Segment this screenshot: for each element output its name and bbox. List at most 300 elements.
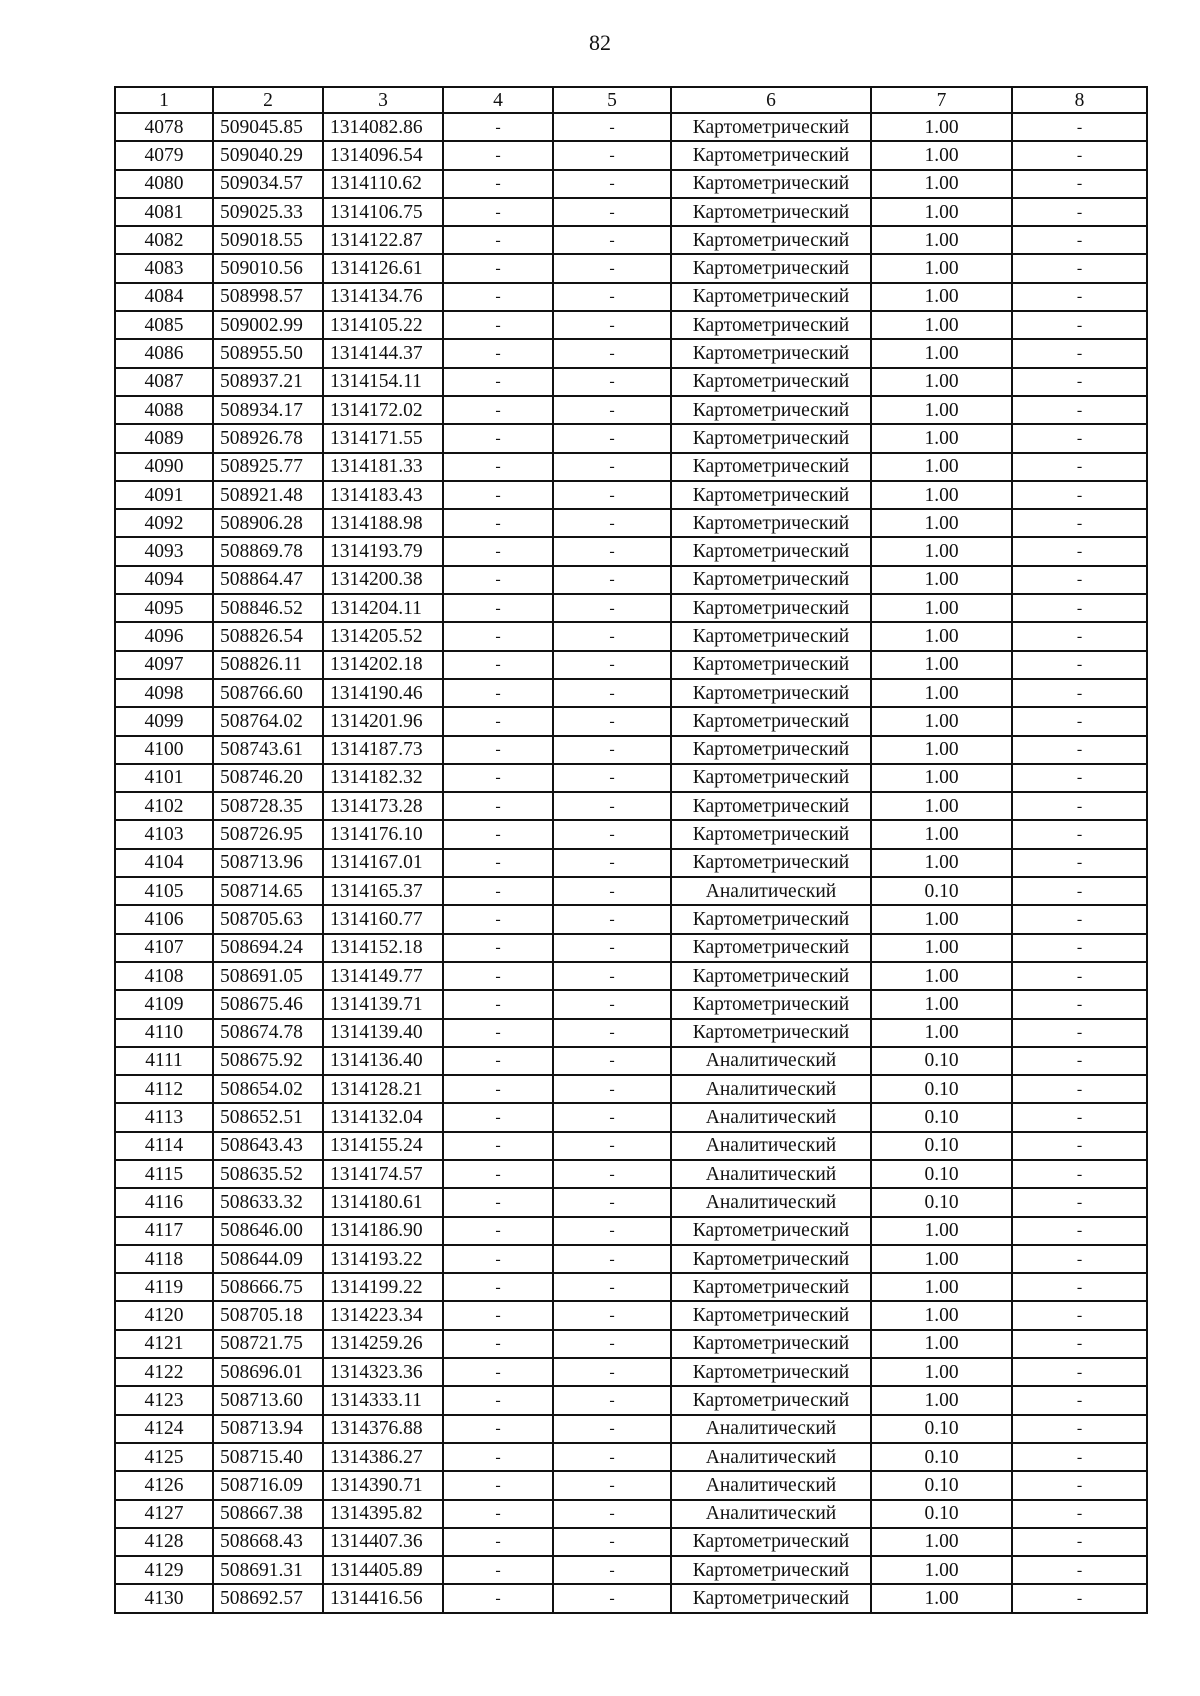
column-5-cell: - — [553, 509, 671, 537]
table-row — [115, 736, 1147, 764]
x-coordinate-cell: 508846.52 — [213, 594, 323, 622]
x-coordinate-cell: 508635.52 — [213, 1160, 323, 1188]
x-coordinate-cell: 508666.75 — [213, 1273, 323, 1301]
method-cell: Картометрический — [671, 594, 871, 622]
point-number-cell: 4097 — [115, 651, 213, 679]
table-row — [115, 311, 1147, 339]
method-cell: Картометрический — [671, 226, 871, 254]
column-header-2: 2 — [213, 87, 323, 113]
y-coordinate-cell: 1314202.18 — [323, 651, 443, 679]
x-coordinate-cell: 509040.29 — [213, 141, 323, 169]
y-coordinate-cell: 1314405.89 — [323, 1556, 443, 1584]
table-row — [115, 226, 1147, 254]
column-8-cell: - — [1012, 1471, 1147, 1499]
y-coordinate-cell: 1314139.40 — [323, 1019, 443, 1047]
point-number-cell: 4087 — [115, 368, 213, 396]
point-number-cell: 4103 — [115, 820, 213, 848]
accuracy-cell: 0.10 — [871, 1500, 1012, 1528]
column-4-cell: - — [443, 1075, 553, 1103]
accuracy-cell: 1.00 — [871, 1584, 1012, 1612]
method-cell: Аналитический — [671, 1443, 871, 1471]
table-row — [115, 1500, 1147, 1528]
accuracy-cell: 0.10 — [871, 1075, 1012, 1103]
column-5-cell: - — [553, 339, 671, 367]
x-coordinate-cell: 508654.02 — [213, 1075, 323, 1103]
column-5-cell: - — [553, 962, 671, 990]
point-number-cell: 4107 — [115, 934, 213, 962]
y-coordinate-cell: 1314223.34 — [323, 1301, 443, 1329]
accuracy-cell: 1.00 — [871, 622, 1012, 650]
column-4-cell: - — [443, 509, 553, 537]
point-number-cell: 4090 — [115, 453, 213, 481]
table-row — [115, 1556, 1147, 1584]
x-coordinate-cell: 508692.57 — [213, 1584, 323, 1612]
x-coordinate-cell: 508705.18 — [213, 1301, 323, 1329]
accuracy-cell: 1.00 — [871, 396, 1012, 424]
method-cell: Аналитический — [671, 1188, 871, 1216]
accuracy-cell: 1.00 — [871, 594, 1012, 622]
column-5-cell: - — [553, 396, 671, 424]
page-number: 82 — [589, 30, 611, 55]
point-number-cell: 4084 — [115, 283, 213, 311]
column-8-cell: - — [1012, 368, 1147, 396]
x-coordinate-cell: 508691.31 — [213, 1556, 323, 1584]
table-row — [115, 481, 1147, 509]
table-row — [115, 1415, 1147, 1443]
column-header-5: 5 — [553, 87, 671, 113]
method-cell: Картометрический — [671, 141, 871, 169]
column-5-cell: - — [553, 651, 671, 679]
accuracy-cell: 1.00 — [871, 679, 1012, 707]
accuracy-cell: 0.10 — [871, 1415, 1012, 1443]
point-number-cell: 4110 — [115, 1019, 213, 1047]
column-8-cell: - — [1012, 622, 1147, 650]
x-coordinate-cell: 508746.20 — [213, 764, 323, 792]
column-8-cell: - — [1012, 113, 1147, 141]
column-5-cell: - — [553, 1415, 671, 1443]
method-cell: Картометрический — [671, 368, 871, 396]
point-number-cell: 4109 — [115, 990, 213, 1018]
method-cell: Аналитический — [671, 877, 871, 905]
column-5-cell: - — [553, 905, 671, 933]
column-5-cell: - — [553, 1103, 671, 1131]
column-4-cell: - — [443, 1528, 553, 1556]
point-number-cell: 4080 — [115, 170, 213, 198]
point-number-cell: 4083 — [115, 254, 213, 282]
column-4-cell: - — [443, 424, 553, 452]
table-row — [115, 396, 1147, 424]
column-4-cell: - — [443, 1047, 553, 1075]
table-row — [115, 622, 1147, 650]
x-coordinate-cell: 508668.43 — [213, 1528, 323, 1556]
column-4-cell: - — [443, 934, 553, 962]
method-cell: Картометрический — [671, 962, 871, 990]
method-cell: Картометрический — [671, 170, 871, 198]
column-5-cell: - — [553, 113, 671, 141]
column-5-cell: - — [553, 1047, 671, 1075]
accuracy-cell: 1.00 — [871, 198, 1012, 226]
table-row — [115, 1188, 1147, 1216]
y-coordinate-cell: 1314390.71 — [323, 1471, 443, 1499]
column-8-cell: - — [1012, 339, 1147, 367]
y-coordinate-cell: 1314193.79 — [323, 537, 443, 565]
x-coordinate-cell: 508721.75 — [213, 1330, 323, 1358]
column-4-cell: - — [443, 1386, 553, 1414]
point-number-cell: 4082 — [115, 226, 213, 254]
table-row — [115, 170, 1147, 198]
column-5-cell: - — [553, 368, 671, 396]
point-number-cell: 4108 — [115, 962, 213, 990]
table-row — [115, 566, 1147, 594]
column-8-cell: - — [1012, 1245, 1147, 1273]
column-5-cell: - — [553, 1386, 671, 1414]
y-coordinate-cell: 1314188.98 — [323, 509, 443, 537]
accuracy-cell: 1.00 — [871, 424, 1012, 452]
x-coordinate-cell: 508715.40 — [213, 1443, 323, 1471]
column-5-cell: - — [553, 226, 671, 254]
table-row — [115, 1301, 1147, 1329]
y-coordinate-cell: 1314132.04 — [323, 1103, 443, 1131]
y-coordinate-cell: 1314323.36 — [323, 1358, 443, 1386]
point-number-cell: 4078 — [115, 113, 213, 141]
y-coordinate-cell: 1314259.26 — [323, 1330, 443, 1358]
accuracy-cell: 1.00 — [871, 651, 1012, 679]
accuracy-cell: 0.10 — [871, 1188, 1012, 1216]
column-8-cell: - — [1012, 1528, 1147, 1556]
column-8-cell: - — [1012, 849, 1147, 877]
point-number-cell: 4116 — [115, 1188, 213, 1216]
table-row — [115, 1358, 1147, 1386]
column-5-cell: - — [553, 1358, 671, 1386]
column-8-cell: - — [1012, 198, 1147, 226]
method-cell: Картометрический — [671, 396, 871, 424]
table-row — [115, 1019, 1147, 1047]
column-8-cell: - — [1012, 1556, 1147, 1584]
method-cell: Картометрический — [671, 849, 871, 877]
column-5-cell: - — [553, 820, 671, 848]
column-4-cell: - — [443, 594, 553, 622]
column-header-6: 6 — [671, 87, 871, 113]
table-row — [115, 1330, 1147, 1358]
column-8-cell: - — [1012, 481, 1147, 509]
accuracy-cell: 1.00 — [871, 1217, 1012, 1245]
column-4-cell: - — [443, 1415, 553, 1443]
point-number-cell: 4121 — [115, 1330, 213, 1358]
point-number-cell: 4102 — [115, 792, 213, 820]
table-row — [115, 368, 1147, 396]
y-coordinate-cell: 1314333.11 — [323, 1386, 443, 1414]
x-coordinate-cell: 508743.61 — [213, 736, 323, 764]
point-number-cell: 4079 — [115, 141, 213, 169]
x-coordinate-cell: 508643.43 — [213, 1132, 323, 1160]
accuracy-cell: 1.00 — [871, 170, 1012, 198]
column-5-cell: - — [553, 1188, 671, 1216]
column-4-cell: - — [443, 198, 553, 226]
column-4-cell: - — [443, 113, 553, 141]
column-4-cell: - — [443, 1019, 553, 1047]
column-4-cell: - — [443, 368, 553, 396]
x-coordinate-cell: 508713.60 — [213, 1386, 323, 1414]
y-coordinate-cell: 1314110.62 — [323, 170, 443, 198]
column-8-cell: - — [1012, 594, 1147, 622]
column-8-cell: - — [1012, 679, 1147, 707]
x-coordinate-cell: 508728.35 — [213, 792, 323, 820]
y-coordinate-cell: 1314190.46 — [323, 679, 443, 707]
column-8-cell: - — [1012, 905, 1147, 933]
column-4-cell: - — [443, 622, 553, 650]
table-row — [115, 1132, 1147, 1160]
column-8-cell: - — [1012, 509, 1147, 537]
method-cell: Аналитический — [671, 1415, 871, 1443]
y-coordinate-cell: 1314205.52 — [323, 622, 443, 650]
column-4-cell: - — [443, 537, 553, 565]
accuracy-cell: 1.00 — [871, 1556, 1012, 1584]
y-coordinate-cell: 1314139.71 — [323, 990, 443, 1018]
accuracy-cell: 1.00 — [871, 537, 1012, 565]
y-coordinate-cell: 1314395.82 — [323, 1500, 443, 1528]
column-8-cell: - — [1012, 1273, 1147, 1301]
column-5-cell: - — [553, 1584, 671, 1612]
point-number-cell: 4081 — [115, 198, 213, 226]
column-4-cell: - — [443, 481, 553, 509]
column-8-cell: - — [1012, 566, 1147, 594]
accuracy-cell: 1.00 — [871, 453, 1012, 481]
accuracy-cell: 1.00 — [871, 1301, 1012, 1329]
accuracy-cell: 1.00 — [871, 226, 1012, 254]
y-coordinate-cell: 1314200.38 — [323, 566, 443, 594]
accuracy-cell: 1.00 — [871, 113, 1012, 141]
method-cell: Картометрический — [671, 339, 871, 367]
x-coordinate-cell: 508764.02 — [213, 707, 323, 735]
accuracy-cell: 1.00 — [871, 764, 1012, 792]
column-4-cell: - — [443, 736, 553, 764]
column-8-cell: - — [1012, 141, 1147, 169]
accuracy-cell: 1.00 — [871, 368, 1012, 396]
column-8-cell: - — [1012, 1415, 1147, 1443]
table-row — [115, 1528, 1147, 1556]
x-coordinate-cell: 508644.09 — [213, 1245, 323, 1273]
column-8-cell: - — [1012, 764, 1147, 792]
point-number-cell: 4089 — [115, 424, 213, 452]
column-5-cell: - — [553, 792, 671, 820]
column-4-cell: - — [443, 566, 553, 594]
column-header-8: 8 — [1012, 87, 1147, 113]
accuracy-cell: 1.00 — [871, 481, 1012, 509]
column-5-cell: - — [553, 849, 671, 877]
table-row — [115, 962, 1147, 990]
accuracy-cell: 0.10 — [871, 1047, 1012, 1075]
y-coordinate-cell: 1314183.43 — [323, 481, 443, 509]
y-coordinate-cell: 1314416.56 — [323, 1584, 443, 1612]
column-5-cell: - — [553, 537, 671, 565]
point-number-cell: 4096 — [115, 622, 213, 650]
accuracy-cell: 1.00 — [871, 1019, 1012, 1047]
column-4-cell: - — [443, 1584, 553, 1612]
column-5-cell: - — [553, 1301, 671, 1329]
column-4-cell: - — [443, 1330, 553, 1358]
point-number-cell: 4120 — [115, 1301, 213, 1329]
y-coordinate-cell: 1314096.54 — [323, 141, 443, 169]
x-coordinate-cell: 508921.48 — [213, 481, 323, 509]
x-coordinate-cell: 508906.28 — [213, 509, 323, 537]
coordinates-table — [114, 86, 1148, 1614]
y-coordinate-cell: 1314105.22 — [323, 311, 443, 339]
method-cell: Картометрический — [671, 792, 871, 820]
column-8-cell: - — [1012, 1386, 1147, 1414]
method-cell: Картометрический — [671, 679, 871, 707]
accuracy-cell: 0.10 — [871, 877, 1012, 905]
point-number-cell: 4119 — [115, 1273, 213, 1301]
method-cell: Картометрический — [671, 113, 871, 141]
y-coordinate-cell: 1314149.77 — [323, 962, 443, 990]
column-5-cell: - — [553, 1528, 671, 1556]
column-4-cell: - — [443, 651, 553, 679]
column-8-cell: - — [1012, 1358, 1147, 1386]
accuracy-cell: 1.00 — [871, 566, 1012, 594]
accuracy-cell: 1.00 — [871, 849, 1012, 877]
column-4-cell: - — [443, 1103, 553, 1131]
table-row — [115, 141, 1147, 169]
table-row — [115, 1160, 1147, 1188]
column-8-cell: - — [1012, 283, 1147, 311]
table-row — [115, 1584, 1147, 1612]
column-5-cell: - — [553, 1443, 671, 1471]
column-8-cell: - — [1012, 1330, 1147, 1358]
column-5-cell: - — [553, 1160, 671, 1188]
column-4-cell: - — [443, 820, 553, 848]
point-number-cell: 4092 — [115, 509, 213, 537]
x-coordinate-cell: 508864.47 — [213, 566, 323, 594]
column-header-7: 7 — [871, 87, 1012, 113]
x-coordinate-cell: 508826.11 — [213, 651, 323, 679]
y-coordinate-cell: 1314180.61 — [323, 1188, 443, 1216]
y-coordinate-cell: 1314193.22 — [323, 1245, 443, 1273]
column-5-cell: - — [553, 141, 671, 169]
point-number-cell: 4088 — [115, 396, 213, 424]
accuracy-cell: 1.00 — [871, 141, 1012, 169]
method-cell: Картометрический — [671, 1301, 871, 1329]
accuracy-cell: 1.00 — [871, 1330, 1012, 1358]
accuracy-cell: 1.00 — [871, 1528, 1012, 1556]
method-cell: Картометрический — [671, 707, 871, 735]
column-5-cell: - — [553, 877, 671, 905]
table-row — [115, 792, 1147, 820]
x-coordinate-cell: 508937.21 — [213, 368, 323, 396]
point-number-cell: 4126 — [115, 1471, 213, 1499]
table-row — [115, 254, 1147, 282]
point-number-cell: 4098 — [115, 679, 213, 707]
column-4-cell: - — [443, 453, 553, 481]
accuracy-cell: 1.00 — [871, 509, 1012, 537]
point-number-cell: 4129 — [115, 1556, 213, 1584]
table-row — [115, 1103, 1147, 1131]
column-8-cell: - — [1012, 962, 1147, 990]
table-row — [115, 198, 1147, 226]
point-number-cell: 4130 — [115, 1584, 213, 1612]
accuracy-cell: 1.00 — [871, 934, 1012, 962]
column-5-cell: - — [553, 622, 671, 650]
column-4-cell: - — [443, 1132, 553, 1160]
table-row — [115, 1273, 1147, 1301]
column-8-cell: - — [1012, 537, 1147, 565]
method-cell: Картометрический — [671, 934, 871, 962]
method-cell: Картометрический — [671, 905, 871, 933]
column-4-cell: - — [443, 1245, 553, 1273]
x-coordinate-cell: 509010.56 — [213, 254, 323, 282]
x-coordinate-cell: 509025.33 — [213, 198, 323, 226]
y-coordinate-cell: 1314165.37 — [323, 877, 443, 905]
column-8-cell: - — [1012, 1047, 1147, 1075]
point-number-cell: 4112 — [115, 1075, 213, 1103]
table-row — [115, 679, 1147, 707]
column-5-cell: - — [553, 566, 671, 594]
column-5-cell: - — [553, 1217, 671, 1245]
x-coordinate-cell: 508766.60 — [213, 679, 323, 707]
method-cell: Картометрический — [671, 424, 871, 452]
point-number-cell: 4094 — [115, 566, 213, 594]
column-4-cell: - — [443, 990, 553, 1018]
column-8-cell: - — [1012, 792, 1147, 820]
table-row — [115, 1047, 1147, 1075]
column-4-cell: - — [443, 764, 553, 792]
x-coordinate-cell: 508714.65 — [213, 877, 323, 905]
y-coordinate-cell: 1314126.61 — [323, 254, 443, 282]
point-number-cell: 4118 — [115, 1245, 213, 1273]
column-4-cell: - — [443, 1358, 553, 1386]
column-header-4: 4 — [443, 87, 553, 113]
y-coordinate-cell: 1314122.87 — [323, 226, 443, 254]
point-number-cell: 4105 — [115, 877, 213, 905]
column-4-cell: - — [443, 1273, 553, 1301]
table-row — [115, 764, 1147, 792]
column-8-cell: - — [1012, 1075, 1147, 1103]
point-number-cell: 4093 — [115, 537, 213, 565]
column-8-cell: - — [1012, 1019, 1147, 1047]
method-cell: Картометрический — [671, 990, 871, 1018]
y-coordinate-cell: 1314144.37 — [323, 339, 443, 367]
method-cell: Аналитический — [671, 1047, 871, 1075]
point-number-cell: 4128 — [115, 1528, 213, 1556]
point-number-cell: 4125 — [115, 1443, 213, 1471]
column-4-cell: - — [443, 339, 553, 367]
accuracy-cell: 1.00 — [871, 962, 1012, 990]
y-coordinate-cell: 1314181.33 — [323, 453, 443, 481]
table-row — [115, 594, 1147, 622]
column-8-cell: - — [1012, 990, 1147, 1018]
x-coordinate-cell: 509034.57 — [213, 170, 323, 198]
column-4-cell: - — [443, 311, 553, 339]
point-number-cell: 4086 — [115, 339, 213, 367]
column-4-cell: - — [443, 141, 553, 169]
y-coordinate-cell: 1314172.02 — [323, 396, 443, 424]
accuracy-cell: 1.00 — [871, 707, 1012, 735]
point-number-cell: 4106 — [115, 905, 213, 933]
column-4-cell: - — [443, 707, 553, 735]
column-5-cell: - — [553, 1556, 671, 1584]
method-cell: Аналитический — [671, 1132, 871, 1160]
y-coordinate-cell: 1314176.10 — [323, 820, 443, 848]
y-coordinate-cell: 1314182.32 — [323, 764, 443, 792]
y-coordinate-cell: 1314155.24 — [323, 1132, 443, 1160]
table-row — [115, 537, 1147, 565]
table-row — [115, 877, 1147, 905]
column-4-cell: - — [443, 283, 553, 311]
point-number-cell: 4124 — [115, 1415, 213, 1443]
y-coordinate-cell: 1314173.28 — [323, 792, 443, 820]
method-cell: Картометрический — [671, 566, 871, 594]
column-8-cell: - — [1012, 707, 1147, 735]
point-number-cell: 4100 — [115, 736, 213, 764]
